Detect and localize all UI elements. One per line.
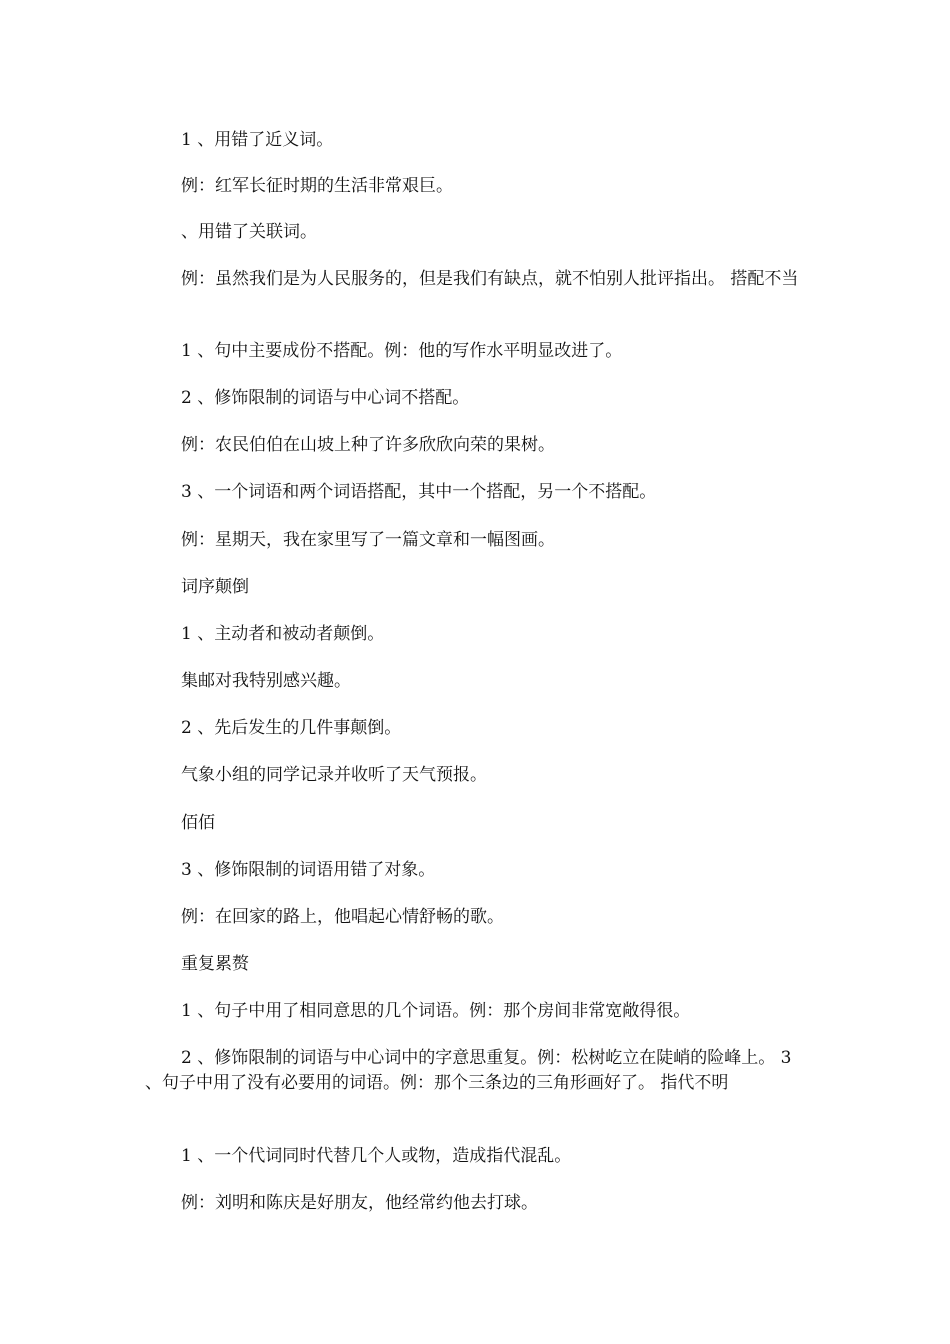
paragraph-22: 例：刘明和陈庆是好朋友，他经常约他去打球。 bbox=[181, 1193, 538, 1213]
paragraph-9: 例：星期天，我在家里写了一篇文章和一幅图画。 bbox=[181, 530, 555, 550]
paragraph-13: 2 、先后发生的几件事颠倒。 bbox=[181, 718, 402, 738]
paragraph-20: 2 、修饰限制的词语与中心词中的字意思重复。例：松树屹立在陡峭的险峰上。 3 、句子中用了没有必要用的词语。例：那个三条边的三角形画好了。 指代不明 bbox=[145, 1048, 792, 1093]
paragraph-4: 例：虽然我们是为人民服务的，但是我们有缺点，就不怕别人批评指出。 搭配不当 bbox=[181, 269, 799, 289]
paragraph-3: 、用错了关联词。 bbox=[181, 222, 317, 242]
paragraph-16: 3 、修饰限制的词语用错了对象。 bbox=[181, 860, 436, 880]
paragraph-14: 气象小组的同学记录并收听了天气预报。 bbox=[181, 765, 487, 785]
paragraph-18: 重复累赘 bbox=[181, 954, 249, 974]
paragraph-1: 1 、用错了近义词。 bbox=[181, 130, 334, 150]
paragraph-5: 1 、句中主要成份不搭配。例：他的写作水平明显改进了。 bbox=[181, 341, 623, 361]
paragraph-15: 佰佰 bbox=[181, 813, 215, 833]
paragraph-21: 1 、一个代词同时代替几个人或物，造成指代混乱。 bbox=[181, 1146, 572, 1166]
paragraph-7: 例：农民伯伯在山坡上种了许多欣欣向荣的果树。 bbox=[181, 435, 555, 455]
paragraph-17: 例：在回家的路上，他唱起心情舒畅的歌。 bbox=[181, 907, 504, 927]
paragraph-12: 集邮对我特别感兴趣。 bbox=[181, 671, 351, 691]
paragraph-19: 1 、句子中用了相同意思的几个词语。例：那个房间非常宽敞得很。 bbox=[181, 1001, 691, 1021]
paragraph-6: 2 、修饰限制的词语与中心词不搭配。 bbox=[181, 388, 470, 408]
paragraph-11: 1 、主动者和被动者颠倒。 bbox=[181, 624, 385, 644]
paragraph-8: 3 、一个词语和两个词语搭配，其中一个搭配，另一个不搭配。 bbox=[181, 482, 657, 502]
paragraph-2: 例：红军长征时期的生活非常艰巨。 bbox=[181, 176, 453, 196]
paragraph-10: 词序颠倒 bbox=[181, 577, 249, 597]
